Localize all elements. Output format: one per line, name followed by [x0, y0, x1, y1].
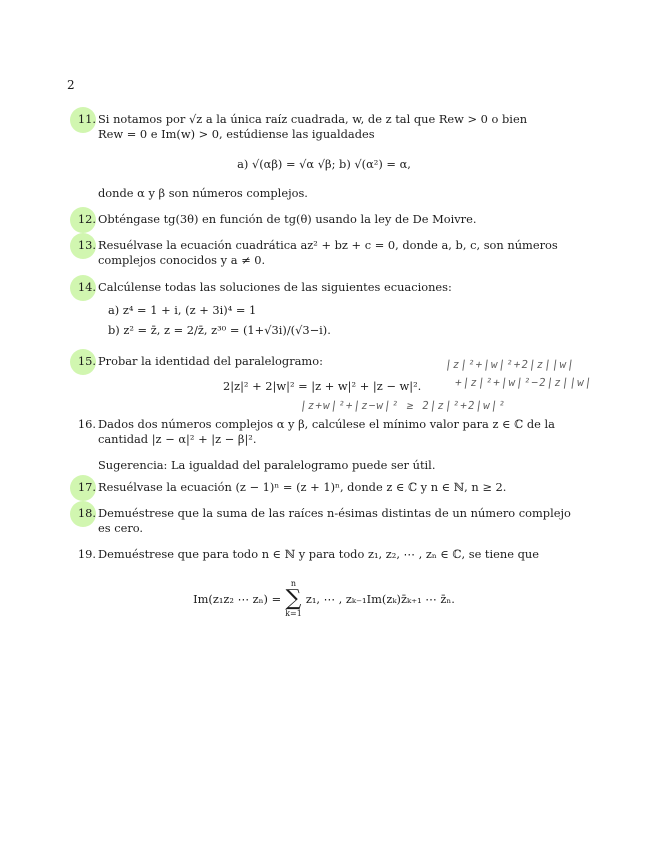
problem-17 — [76, 480, 550, 495]
problem-number: 11. — [77, 112, 96, 126]
problem-text: Probar la identidad del paralelogramo: — [98, 354, 323, 368]
problem-number: 12. — [77, 212, 96, 226]
problem-number: 18. — [77, 506, 96, 520]
handwritten-note: |z+w|²+|z−w|² ≥ 2|z|²+2|w|² — [299, 399, 507, 412]
problem-text: Obténgase tg(3θ) en función de tg(θ) usando la ley de De Moivre. — [98, 212, 477, 226]
problem-text: Resuélvase la ecuación (z − 1)ⁿ = (z + 1)ⁿ, donde z ∈ ℂ y n ∈ ℕ, n ≥ 2. — [98, 480, 507, 494]
problem-text: donde α y β son números complejos. — [98, 186, 308, 201]
problem-text: cantidad |z − α|² + |z − β|². — [98, 432, 257, 447]
problem-13 — [76, 238, 558, 269]
handwritten-note: |z|²+|w|²+2|z||w| — [444, 358, 576, 371]
problem-text: Dados dos números complejos α y β, calcúlese el mínimo valor para z ∈ ℂ de la — [98, 417, 555, 431]
sum-left: Im(z₁z₂ ⋯ zₙ) = — [193, 591, 282, 606]
equation-item: a) z⁴ = 1 + i, (z + 3i)⁴ = 1 — [108, 303, 257, 318]
problem-text: Calcúlense todas las soluciones de las siguientes ecuaciones: — [98, 280, 452, 294]
problem-number: 14. — [77, 280, 96, 294]
problem-14 — [76, 280, 550, 338]
problem-text: Rew = 0 e Im(w) > 0, estúdiense las igualdades — [98, 127, 375, 142]
equation: 2|z|² + 2|w|² = |z + w|² + |z − w|². — [223, 379, 422, 394]
sum-upper-limit: n — [290, 579, 297, 589]
equation: a) √(αβ) = √α √β; b) √(α²) = α, — [237, 156, 411, 171]
problem-number: 16. — [77, 417, 96, 431]
problem-12 — [76, 212, 550, 227]
problem-number: 13. — [77, 238, 96, 252]
problem-number: 19. — [77, 547, 96, 561]
handwritten-note: +|z|²+|w|²−2|z||w| — [454, 376, 594, 389]
suggestion: Sugerencia: La igualdad del paralelogramo puede ser útil. — [98, 457, 436, 472]
problem-11 — [76, 112, 550, 202]
problem-18 — [76, 506, 571, 537]
equation-item: b) z² = z̄, z = 2/z̄, z³⁰ = (1+√3i)/(√3−i). — [108, 322, 331, 337]
summation-equation — [98, 580, 550, 618]
problem-text: Resuélvase la ecuación cuadrática az² + bz + c = 0, donde a, b, c, son números — [98, 238, 558, 252]
problem-number: 17. — [77, 480, 96, 494]
problem-text: Demuéstrese que la suma de las raíces n-ésimas distintas de un número complejo — [98, 506, 571, 520]
problem-text: complejos conocidos y a ≠ 0. — [98, 253, 266, 268]
page-number: 2 — [67, 78, 75, 92]
problem-text: es cero. — [98, 521, 144, 536]
sum-sign: ∑ — [285, 586, 302, 612]
sum-right: z₁, ⋯ , zₖ₋₁Im(zₖ)z̄ₖ₊₁ ⋯ z̄ₙ. — [305, 591, 455, 606]
problem-number: 15. — [77, 354, 96, 368]
problem-16 — [76, 417, 555, 473]
problem-text: Si notamos por √z a la única raíz cuadrada, w, de z tal que Rew > 0 o bien — [98, 112, 528, 126]
problem-text: Demuéstrese que para todo n ∈ ℕ y para todo z₁, z₂, ⋯ , zₙ ∈ ℂ, se tiene que — [98, 547, 539, 561]
sigma-symbol — [285, 580, 302, 618]
problem-19 — [76, 547, 550, 618]
sum-lower-limit: k=1 — [285, 609, 302, 619]
